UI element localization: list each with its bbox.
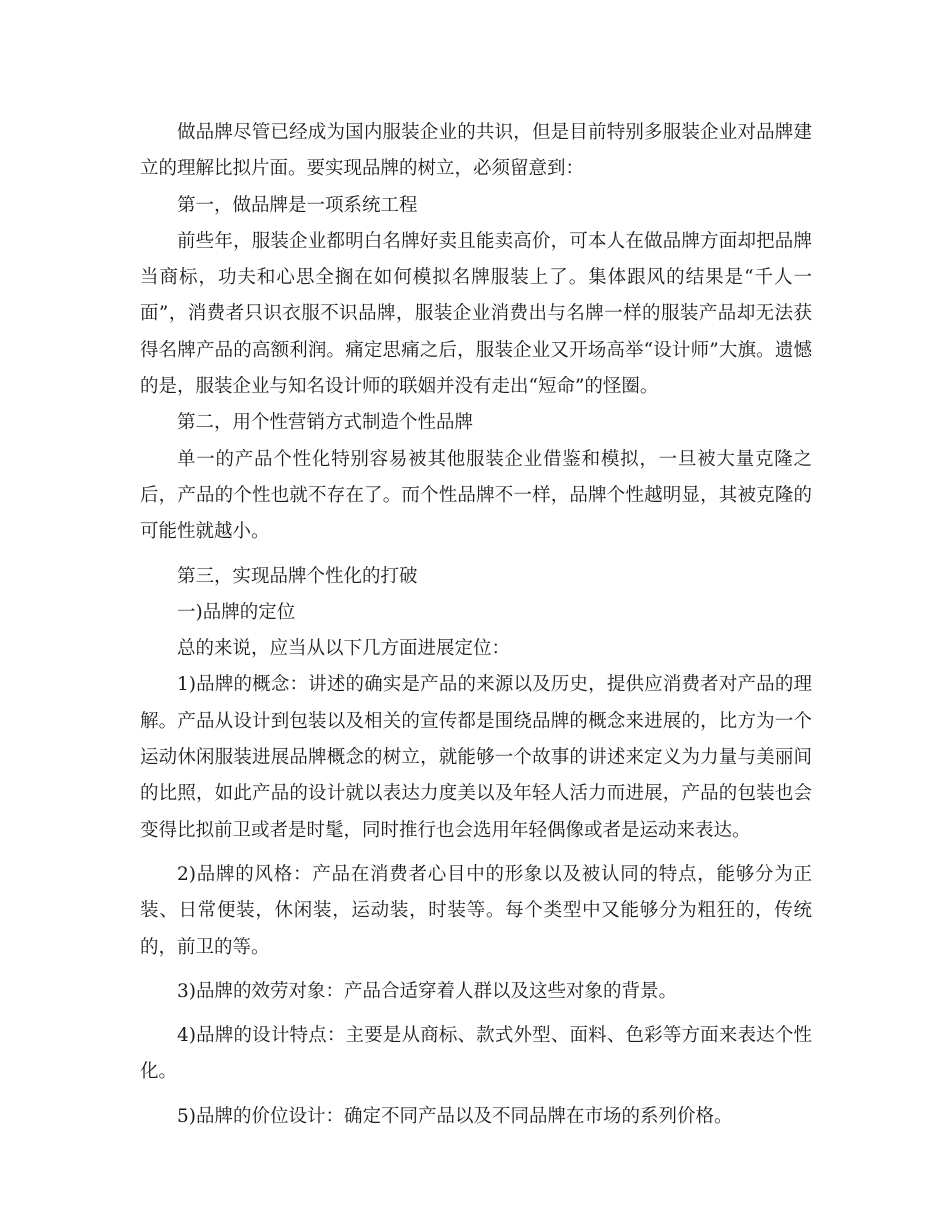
paragraph-first-point: 前些年，服装企业都明白名牌好卖且能卖高价，可本人在做品牌方面却把品牌当商标，功夫和心思全搁在如何模拟名牌服装上了。集体跟风的结果是“千人一面”，消费者只识衣服不识品牌，服装企业消费出与名牌一样的服装产品却无法获得名牌产品的高额利润。痛定思痛之后，服装企业又开场高举“设计师”大旗。遗憾的是，服装企业与知名设计师的联姻并没有走出“短命”的怪圈。 (140, 230, 812, 398)
list-item-brand-audience: 3)品牌的效劳对象：产品合适穿着人群以及这些对象的背景。 (177, 980, 677, 1002)
paragraph-positioning-intro: 总的来说，应当从以下几方面进展定位： (177, 638, 511, 660)
list-item-brand-style: 2)品牌的风格：产品在消费者心目中的形象以及被认同的特点，能够分为正装、日常便装，休闲装，运动装，时装等。每个类型中又能够分为粗狂的，传统的，前卫的等。 (140, 863, 812, 958)
heading-first-point: 第一，做品牌是一项系统工程 (177, 194, 418, 216)
document-body (140, 115, 812, 1135)
paragraph-intro: 做品牌尽管已经成为国内服装企业的共识，但是目前特别多服装企业对品牌建立的理解比拟片面。要实现品牌的树立，必须留意到： (140, 122, 812, 180)
list-item-brand-design: 4)品牌的设计特点：主要是从商标、款式外型、面料、色彩等方面来表达个性化。 (140, 1025, 812, 1083)
list-item-brand-concept: 1)品牌的概念：讲述的确实是产品的来源以及历史，提供应消费者对产品的理解。产品从设计到包装以及相关的宣传都是围绕品牌的概念来进展的，比方为一个运动休闲服装进展品牌概念的树立，就能够一个故事的讲述来定义为力量与美丽间的比照，如此产品的设计就以表达力度美以及年轻人活力而进展，产品的包装也会变得比拟前卫或者是时髦，同时推行也会选用年轻偶像或者是运动来表达。 (140, 674, 812, 841)
paragraph-second-point: 单一的产品个性化特别容易被其他服装企业借鉴和模拟，一旦被大量克隆之后，产品的个性也就不存在了。而个性品牌不一样，品牌个性越明显，其被克隆的可能性就越小。 (140, 448, 812, 543)
heading-third-point: 第三，实现品牌个性化的打破 (177, 565, 418, 587)
list-item-brand-pricing: 5)品牌的价位设计：确定不同产品以及不同品牌在市场的系列价格。 (177, 1105, 733, 1127)
heading-second-point: 第二，用个性营销方式制造个性品牌 (177, 412, 474, 434)
subheading-brand-positioning: 一)品牌的定位 (177, 601, 296, 623)
